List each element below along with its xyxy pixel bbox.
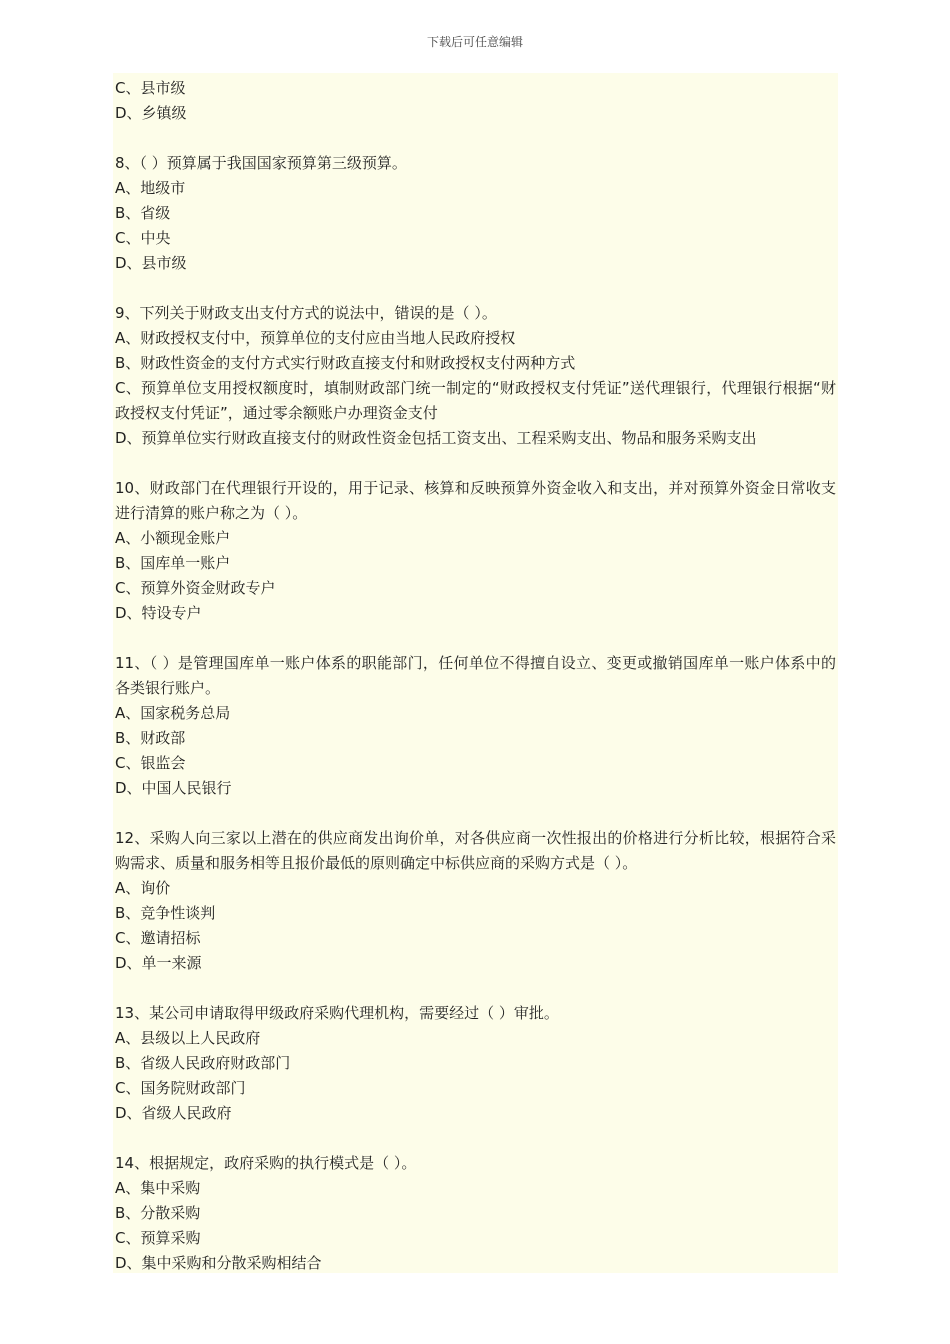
question-10 bbox=[115, 476, 836, 626]
option-d: D、集中采购和分散采购相结合 bbox=[115, 1254, 322, 1272]
option-c: C、县市级 bbox=[115, 79, 186, 97]
option-c: C、预算外资金财政专户 bbox=[115, 579, 276, 597]
option-b: B、财政部 bbox=[115, 729, 186, 747]
option-a: A、地级市 bbox=[115, 179, 186, 197]
question-9 bbox=[115, 301, 836, 451]
option-d: D、单一来源 bbox=[115, 954, 202, 972]
option-b: B、财政性资金的支付方式实行财政直接支付和财政授权支付两种方式 bbox=[115, 354, 576, 372]
option-a: A、小额现金账户 bbox=[115, 529, 231, 547]
option-d: D、乡镇级 bbox=[115, 104, 187, 122]
question-12 bbox=[115, 826, 836, 976]
option-c: C、中央 bbox=[115, 229, 171, 247]
option-d: D、特设专户 bbox=[115, 604, 202, 622]
option-c: C、预算采购 bbox=[115, 1229, 201, 1247]
option-a: A、集中采购 bbox=[115, 1179, 201, 1197]
option-d: D、中国人民银行 bbox=[115, 779, 232, 797]
question-stem: 10、财政部门在代理银行开设的，用于记录、核算和反映预算外资金收入和支出，并对预算外资金日常收支进行清算的账户称之为（ ）。 bbox=[115, 479, 836, 522]
question-list bbox=[113, 73, 838, 1273]
question-8 bbox=[115, 151, 836, 276]
option-b: B、省级人民政府财政部门 bbox=[115, 1054, 291, 1072]
option-c: C、邀请招标 bbox=[115, 929, 201, 947]
option-b: B、分散采购 bbox=[115, 1204, 201, 1222]
question-stem: 13、某公司申请取得甲级政府采购代理机构，需要经过（ ）审批。 bbox=[115, 1004, 559, 1022]
option-d: D、预算单位实行财政直接支付的财政性资金包括工资支出、工程采购支出、物品和服务采购支出 bbox=[115, 429, 757, 447]
question-stem: 12、采购人向三家以上潜在的供应商发出询价单，对各供应商一次性报出的价格进行分析比较，根据符合采购需求、质量和服务相等且报价最低的原则确定中标供应商的采购方式是（ ）。 bbox=[115, 829, 836, 872]
question-stem: 8、（ ）预算属于我国国家预算第三级预算。 bbox=[115, 154, 407, 172]
question-stem: 9、下列关于财政支出支付方式的说法中，错误的是（ ）。 bbox=[115, 304, 497, 322]
question-stem: 14、根据规定，政府采购的执行模式是（ ）。 bbox=[115, 1154, 417, 1172]
option-a: A、县级以上人民政府 bbox=[115, 1029, 261, 1047]
option-b: B、国库单一账户 bbox=[115, 554, 231, 572]
option-c: C、预算单位支用授权额度时，填制财政部门统一制定的“财政授权支付凭证”送代理银行，代理银行根据“财政授权支付凭证”，通过零余额账户办理资金支付 bbox=[115, 379, 836, 422]
option-c: C、国务院财政部门 bbox=[115, 1079, 246, 1097]
question-14 bbox=[115, 1151, 836, 1276]
page-header: 下载后可任意编辑 bbox=[426, 35, 523, 49]
option-c: C、银监会 bbox=[115, 754, 186, 772]
question-11 bbox=[115, 651, 836, 801]
option-a: A、财政授权支付中，预算单位的支付应由当地人民政府授权 bbox=[115, 329, 516, 347]
option-d: D、县市级 bbox=[115, 254, 187, 272]
option-d: D、省级人民政府 bbox=[115, 1104, 232, 1122]
option-b: B、省级 bbox=[115, 204, 171, 222]
question-7-tail bbox=[115, 76, 836, 126]
question-13 bbox=[115, 1001, 836, 1126]
question-stem: 11、（ ）是管理国库单一账户体系的职能部门，任何单位不得擅自设立、变更或撤销国库单一账户体系中的各类银行账户。 bbox=[115, 654, 836, 697]
option-b: B、竞争性谈判 bbox=[115, 904, 216, 922]
option-a: A、询价 bbox=[115, 879, 171, 897]
option-a: A、国家税务总局 bbox=[115, 704, 231, 722]
